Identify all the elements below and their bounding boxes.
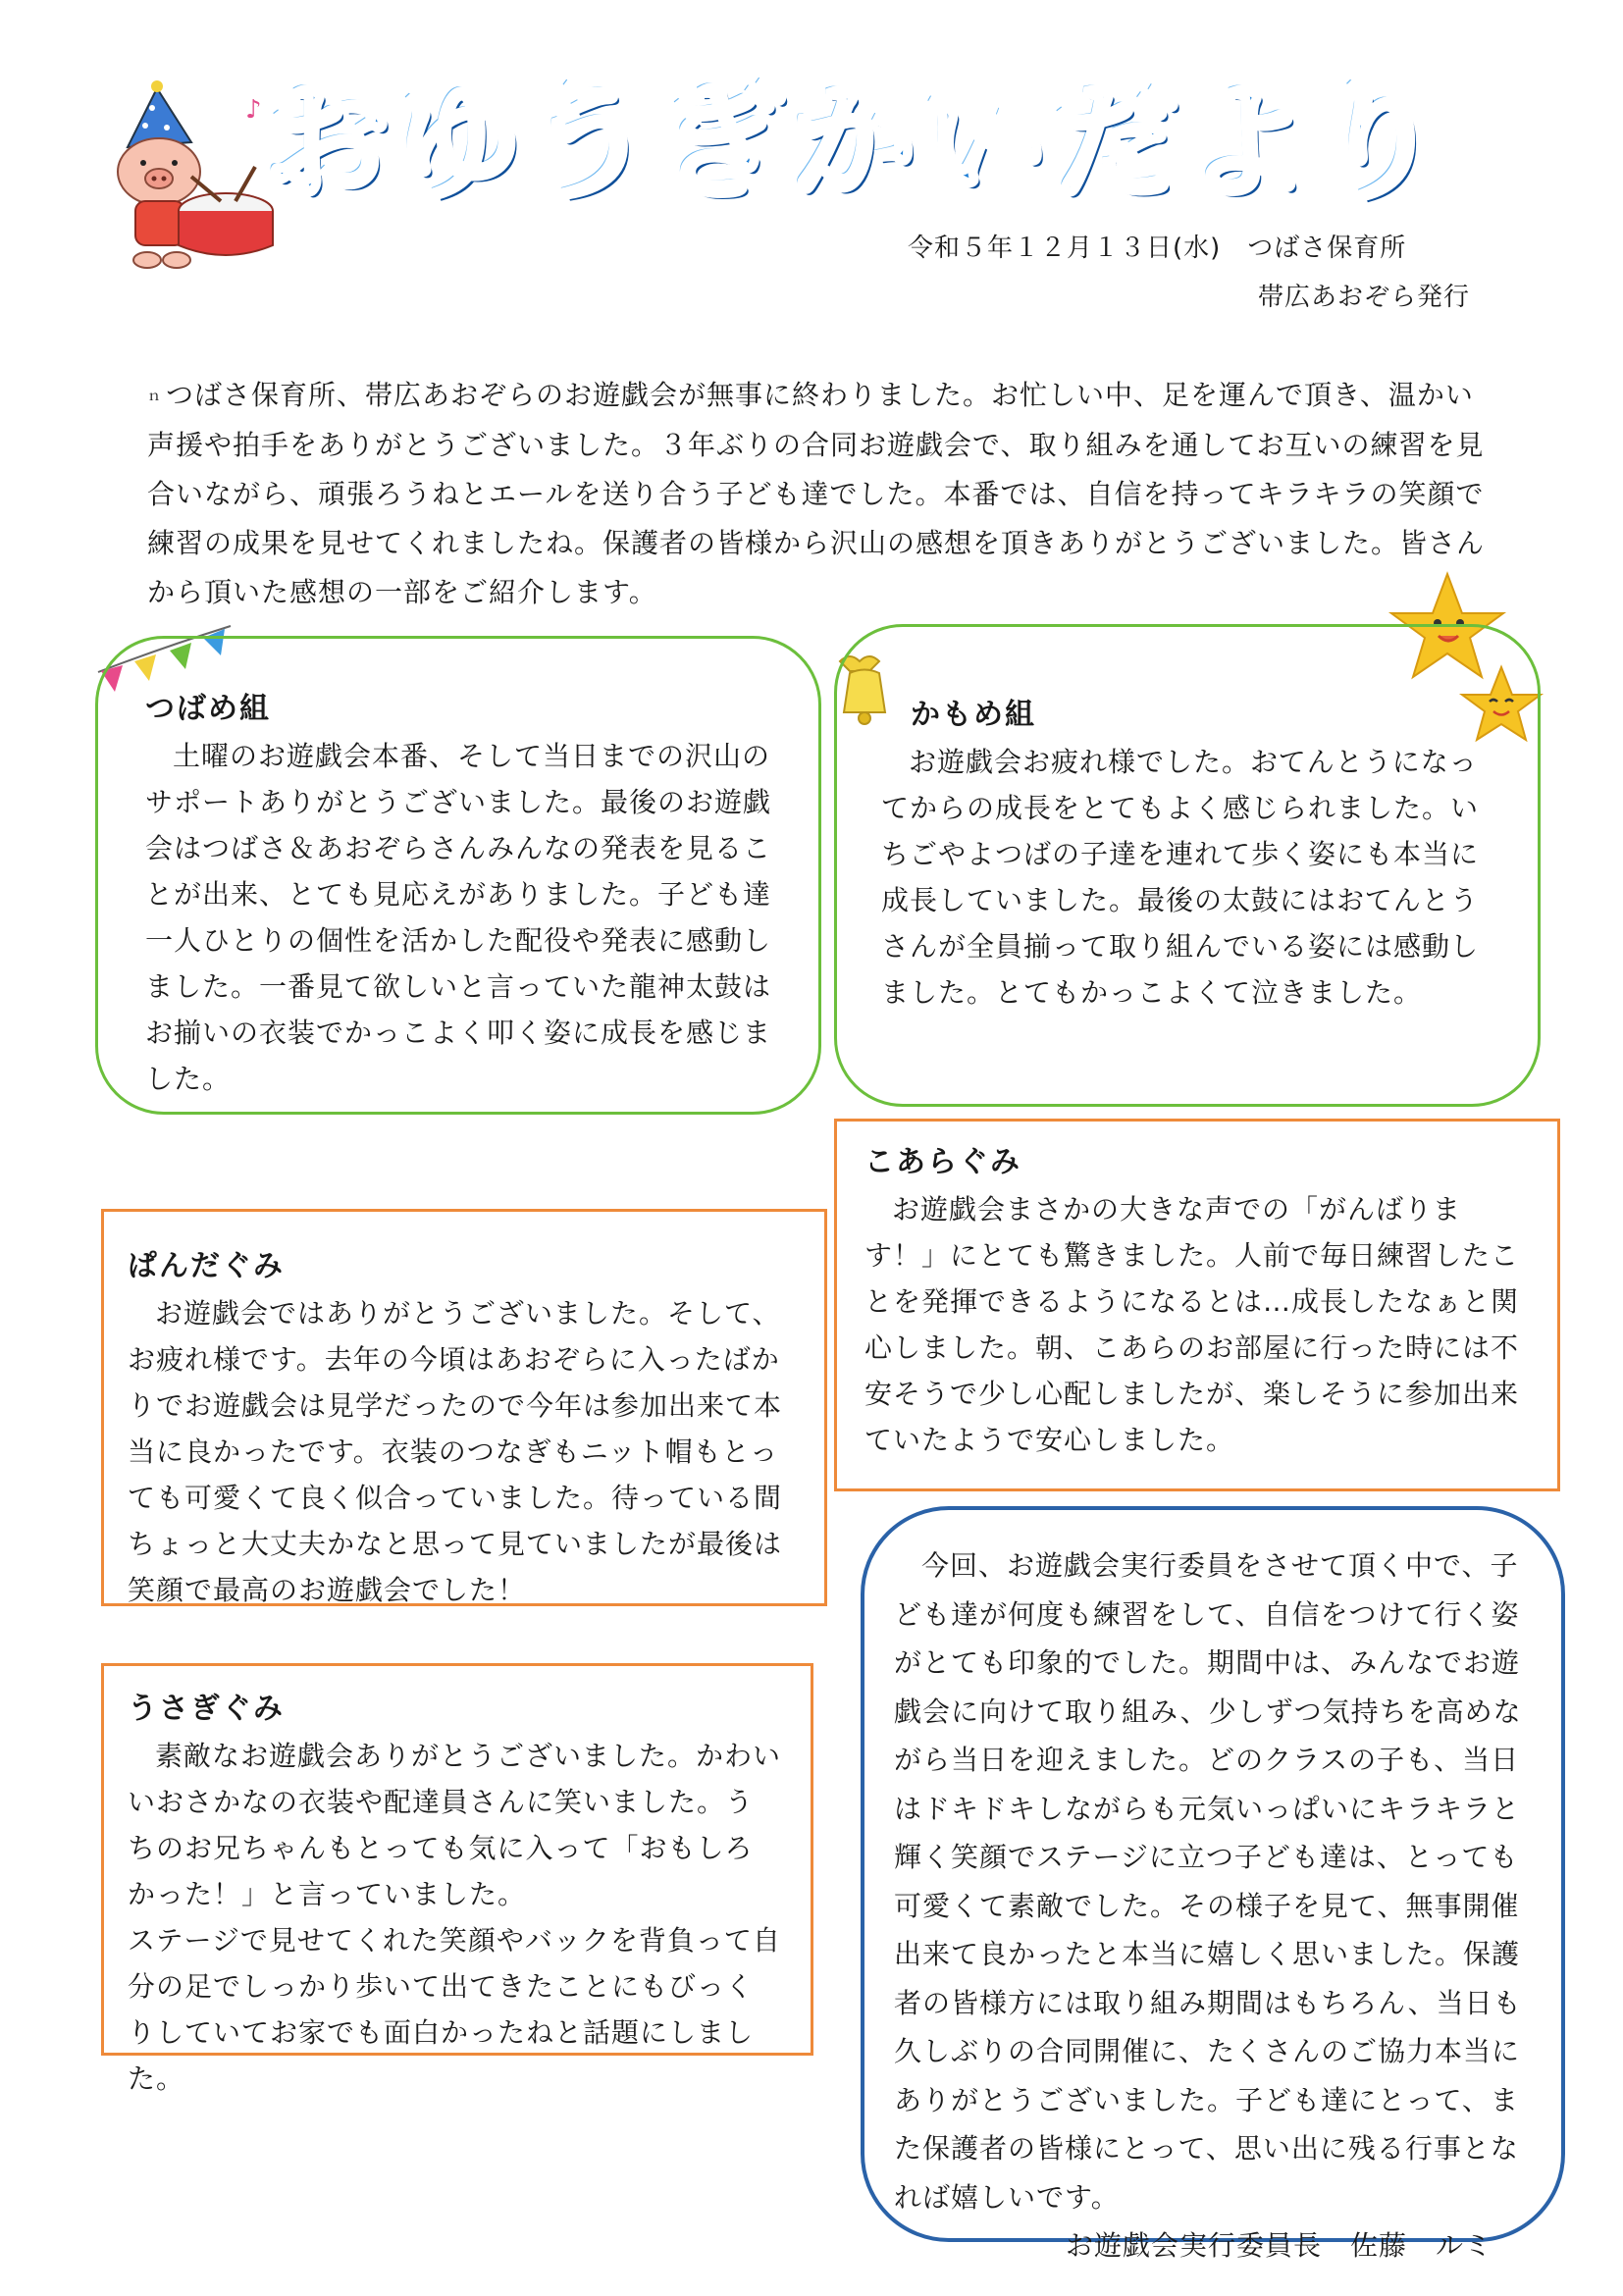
panda-heading: ぱんだぐみ (128, 1249, 285, 1283)
tsubame-class-box (95, 636, 821, 1115)
tsubame-heading: つばめ組 (145, 692, 271, 726)
committee-message-box (861, 1506, 1565, 2262)
committee-body: 今回、お遊戯会実行委員をさせて頂く中で、子ども達が何度も練習をして、自信をつけて行く姿がとても印象的でした。期間中は、みんなでお遊戯会に向けて取り組み、少しずつ気持ちを高めながら当日を迎えました。どのクラスの子も、当日はドキドキしながらも元気いっぱいにキラキラと輝く笑顔でステージに立つ子ども達は、とっても可愛くて素敵でした。その様子を見て、無事開催出来て良かったと本当に嬉しく思いました。保護者の皆様方には取り組み期間はもちろん、当日も久しぶりの合同開催に、たくさんのご協力本当にありがとうございました。子ども達にとって、また保護者の皆様にとって、思い出に残る行事となれば嬉しいです。 (894, 1549, 1522, 2214)
usagi-class-box (101, 1663, 813, 2095)
issue-date: 令和５年１２月１３日(水) つばさ保育所 (908, 234, 1407, 263)
issuer: 帯広あおぞら発行 (1258, 283, 1471, 312)
tsubame-body: 土曜のお遊戯会本番、そして当日までの沢山のサポートありがとうございました。最後のお遊戯会はつばさ＆あおぞらさんみんなの発表を見ることが出来、とても見応えがありました。子ども達一人ひとりの個性を活かした配役や発表に感動しました。一番見て欲しいと言っていた龍神太鼓はお揃いの衣装でかっこよく叩く姿に成長を感じました。 (145, 740, 772, 1095)
kamome-heading: かもめ組 (911, 698, 1036, 732)
committee-signature: お遊戯会実行委員長 佐藤 ルミ (1065, 2229, 1492, 2262)
kora-class-box (834, 1119, 1560, 1491)
page-title: おゆうぎかいだより (265, 71, 1449, 217)
kora-body: お遊戯会まさかの大きな声での「がんばります！」にとても驚きました。人前で毎日練習したことを発揮できるようになるとは…成長したなぁと関心しました。朝、こあらのお部屋に行った時には不安そうで少し心配しましたが、楽しそうに参加出来ていたようで安心しました。 (864, 1193, 1520, 1456)
kamome-body: お遊戯会お疲れ様でした。おてんとうになってからの成長をとてもよく感じられました。いちごやよつばの子達を連れて歩く姿にも本当に成長していました。最後の太鼓にはおてんとうさんが全員揃って取り組んでいる姿には感動しました。とてもかっこよくて泣きました。 (881, 746, 1480, 1009)
panda-body: お遊戯会ではありがとうございました。そして、お疲れ様です。去年の今頃はあおぞらに入ったばかりでお遊戯会は見学だったので今年は参加出来て本当に良かったです。衣装のつなぎもニット帽もとっても可愛くて良く似合っていました。待っている間ちょっと大丈夫かなと思って見ていましたが最後は笑顔で最高のお遊戯会でした！ (128, 1297, 783, 1606)
kamome-class-box (834, 624, 1541, 1107)
intro-paragraph (147, 371, 1501, 617)
intro-text: つばさ保育所、帯広あおぞらのお遊戯会が無事に終わりました。お忙しい中、足を運んで頂き、温かい声援や拍手をありがとうございました。３年ぶりの合同お遊戯会で、取り組みを通してお互いの練習を見合いながら、頑張ろうねとエールを送り合う子ども達でした。本番では、自信を持ってキラキラの笑顔で練習の成果を見せてくれましたね。保護者の皆様から沢山の感想を頂きありがとうございました。皆さんから頂いた感想の一部をご紹介します。 (147, 379, 1486, 608)
panda-class-box (101, 1209, 827, 1606)
usagi-heading: うさぎぐみ (128, 1692, 285, 1726)
svg-text:♪: ♪ (245, 95, 262, 125)
usagi-body-2: ステージで見せてくれた笑顔やバックを背負って自分の足でしっかり歩いて出てきたことにもびっくりしていてお家でも面白かったねと話題にしました。 (128, 1924, 781, 2095)
kora-heading: こあらぐみ (864, 1145, 1021, 1179)
intro-mark: ｎ (147, 389, 162, 404)
usagi-body-1: 素敵なお遊戯会ありがとうございました。かわいいおさかなの衣装や配達員さんに笑いました。うちのお兄ちゃんもとっても気に入って「おもしろかった！」と言っていました。 (128, 1740, 782, 1910)
